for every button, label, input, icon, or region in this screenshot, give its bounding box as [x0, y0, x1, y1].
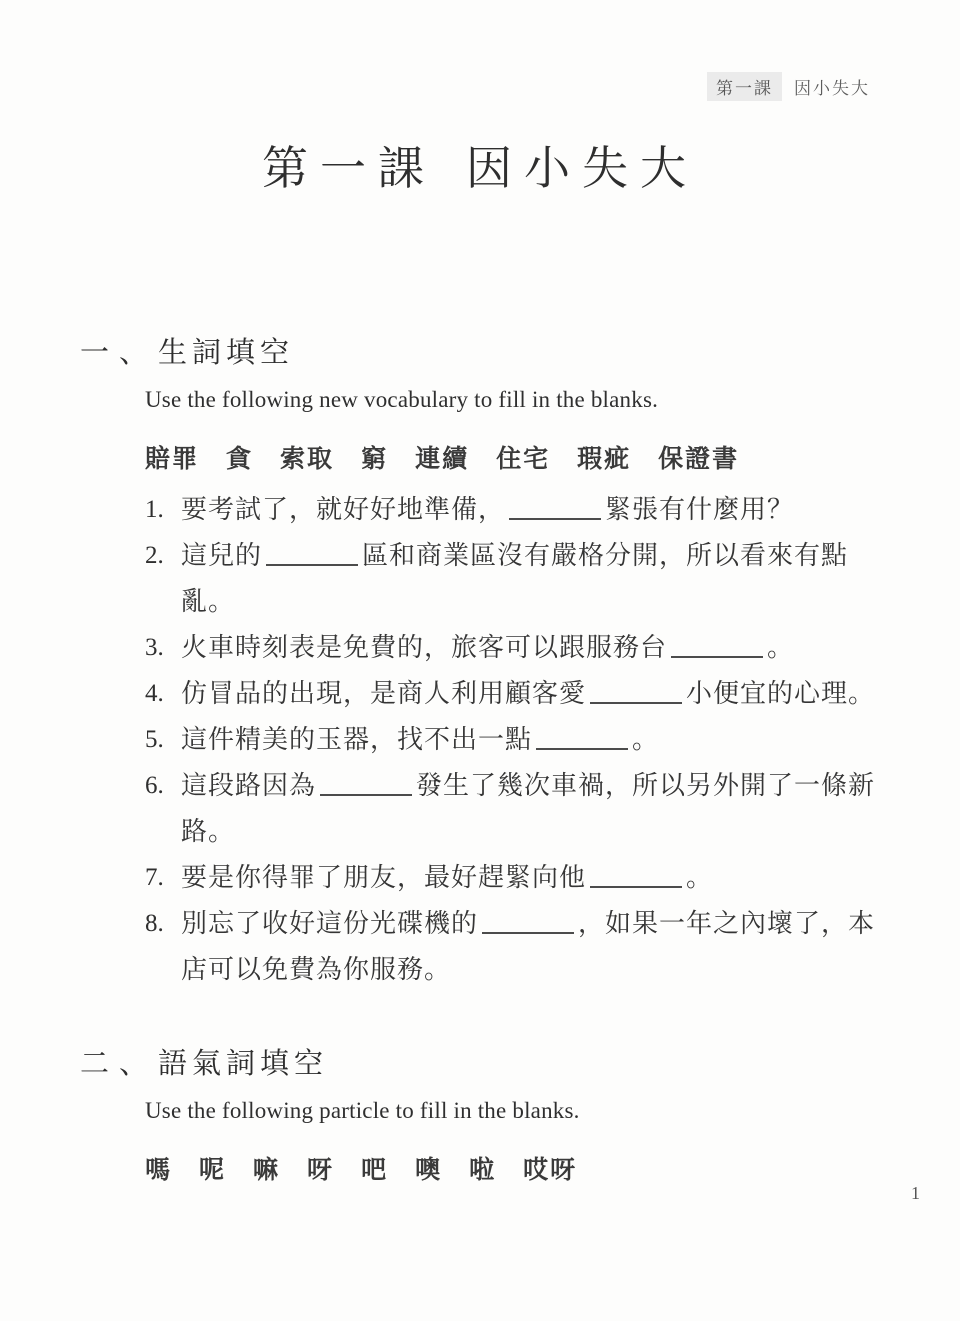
- section1-heading: [80, 330, 890, 371]
- chapter-title: [0, 132, 960, 198]
- question-text: 緊張有什麼用？: [605, 495, 795, 524]
- particle-word: 嗎: [145, 1156, 173, 1184]
- question-text: 。: [632, 725, 660, 754]
- question-item: [145, 855, 887, 901]
- vocabulary-word-bank: [145, 439, 890, 475]
- running-header: [707, 72, 870, 101]
- particle-word: 噢: [415, 1156, 443, 1184]
- chapter-title-lesson: 第一課: [262, 143, 436, 194]
- question-text: 這兒的: [181, 541, 263, 570]
- running-header-lesson-badge: 第一課: [707, 72, 782, 101]
- fill-in-blank: [590, 698, 682, 704]
- section1-question-list: [145, 487, 887, 993]
- question-number: 4.: [145, 680, 164, 707]
- fill-in-blank: [671, 652, 763, 658]
- question-item: [145, 533, 887, 625]
- fill-in-blank: [590, 882, 682, 888]
- question-item: [145, 901, 887, 993]
- chapter-title-name: 因小失大: [466, 143, 698, 194]
- fill-in-blank: [320, 790, 412, 796]
- question-number: 1.: [145, 496, 164, 523]
- particle-word: 呀: [307, 1156, 335, 1184]
- fill-in-blank: [266, 560, 358, 566]
- particle-word: 嘛: [253, 1156, 281, 1184]
- question-number: 5.: [145, 726, 164, 753]
- question-text: 小便宜的心理。: [686, 679, 876, 708]
- question-text: 這段路因為: [181, 771, 317, 800]
- section2-heading-text: 語氣詞填空: [158, 1048, 329, 1080]
- section1-heading-text: 生詞填空: [158, 337, 295, 369]
- page-content: [80, 330, 890, 1186]
- vocab-word: 貪: [226, 445, 254, 473]
- vocab-word: 住宅: [496, 445, 551, 473]
- question-text: 要是你得罪了朋友，最好趕緊向他: [181, 863, 587, 892]
- question-text: 要考試了，就好好地準備，: [181, 495, 506, 524]
- question-item: [145, 671, 887, 717]
- question-text: 火車時刻表是免費的，旅客可以跟服務台: [181, 633, 668, 662]
- fill-in-blank: [482, 928, 574, 934]
- section2-instruction-en: Use the following particle to fill in the blanks.: [145, 1098, 580, 1123]
- question-number: 8.: [145, 910, 164, 937]
- question-number: 6.: [145, 772, 164, 799]
- question-text: 別忘了收好這份光碟機的: [181, 909, 479, 938]
- question-item: [145, 487, 887, 533]
- section2-enum: 二、: [80, 1048, 159, 1080]
- section-vocabulary-fill-in: [80, 330, 890, 993]
- fill-in-blank: [536, 744, 628, 750]
- question-text: 發生了幾次車禍，所以另外開了一條新路。: [181, 771, 876, 846]
- section1-enum: 一、: [80, 337, 159, 369]
- question-item: [145, 717, 887, 763]
- question-text: 這件精美的玉器，找不出一點: [181, 725, 533, 754]
- vocab-word: 窮: [361, 445, 389, 473]
- vocab-word: 保證書: [658, 445, 740, 473]
- particle-word: 啦: [469, 1156, 497, 1184]
- vocab-word: 連續: [415, 445, 470, 473]
- question-number: 2.: [145, 542, 164, 569]
- particle-word-bank: [145, 1150, 890, 1186]
- section-particle-fill-in: [80, 1041, 890, 1186]
- vocab-word: 賠罪: [145, 445, 200, 473]
- question-number: 7.: [145, 864, 164, 891]
- question-item: [145, 625, 887, 671]
- question-text: ，如果一年之內壞了，本店可以免費為你服務。: [181, 909, 876, 984]
- section2-heading: [80, 1041, 890, 1082]
- running-header-lesson-title: 因小失大: [794, 79, 870, 98]
- question-text: 。: [686, 863, 714, 892]
- page-number: 1: [911, 1183, 920, 1203]
- fill-in-blank: [509, 514, 601, 520]
- question-number: 3.: [145, 634, 164, 661]
- particle-word: 哎呀: [523, 1156, 578, 1184]
- question-text: 區和商業區沒有嚴格分開，所以看來有點亂。: [181, 541, 849, 616]
- question-text: 。: [767, 633, 795, 662]
- section1-instruction-en: Use the following new vocabulary to fill in the blanks.: [145, 387, 659, 412]
- particle-word: 呢: [199, 1156, 227, 1184]
- question-text: 仿冒品的出現，是商人利用顧客愛: [181, 679, 587, 708]
- question-item: [145, 763, 887, 855]
- particle-word: 吧: [361, 1156, 389, 1184]
- vocab-word: 瑕疵: [577, 445, 632, 473]
- vocab-word: 索取: [280, 445, 335, 473]
